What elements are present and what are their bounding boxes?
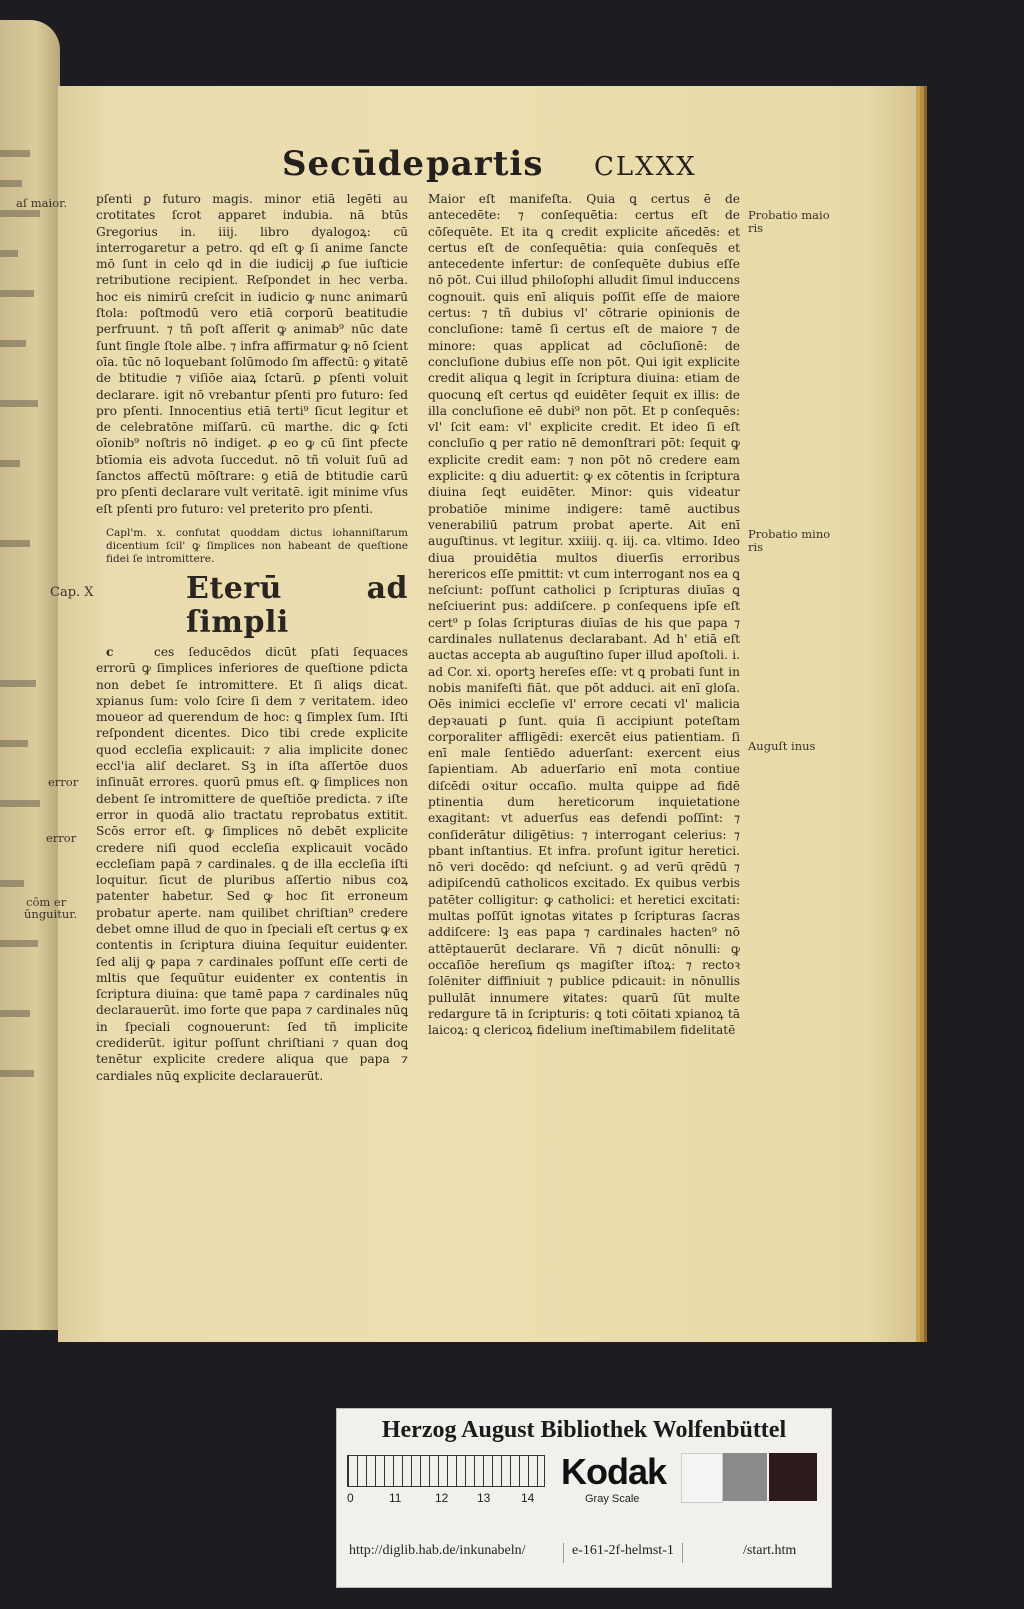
kodak-logo: Kodak xyxy=(561,1451,667,1492)
margin-note-error-1: error xyxy=(48,775,79,789)
gray-swatch-mid xyxy=(723,1453,767,1501)
ruler-numbers xyxy=(347,1491,547,1507)
ruler-number: 13 xyxy=(477,1491,491,1505)
chapter-heading: Capl'm. x. confutat quoddam dictus iohanniſtarum dicentium ſcil' ꝙ ſimplices non habeant de queſtione fidei ſe intromittere. xyxy=(106,526,408,565)
margin-note-right-3: Auguſt inus xyxy=(748,739,816,753)
ruler-number: 0 xyxy=(347,1491,354,1505)
running-head-left: Secūde xyxy=(282,144,426,184)
ruler-number: 14 xyxy=(521,1491,535,1505)
url-part-3: /start.htm xyxy=(743,1543,797,1558)
left-text-column xyxy=(96,191,408,1084)
incipit-large: Eterū ad ſimpli xyxy=(186,570,408,640)
ruler-scale xyxy=(347,1455,545,1487)
left-paragraph-2 xyxy=(96,644,408,1084)
margin-note-error-2: error xyxy=(46,831,77,845)
gray-swatch-dark xyxy=(769,1453,817,1501)
facing-page-edge xyxy=(0,20,60,1330)
right-paragraph-1: Maior eſt manifeſta. Quia ꝗ certus ē de antecedēte: ⁊ conſequētia: certus eſt de cōſequēte. Et ita ꝗ credit explicite añcedēs: et certus eſt de conſequētia: quia conſequēs et antecedente infertur: de conſequēte dubius eſſe nō pōt. Cui illud philoſophi alludit ſimul induccens cognouit. ꝗuis enī aliquis poſſit eſſe de maiore certus: ⁊ tñ dubius vl' cōtrarie opinionis de concluſione: tamē ſi certus eſt de maiore ⁊ de minore: quas applicat ad cōcluſionē: de concluſione dubius eſſe non pōt. Qui igit explicite credit aliqua ꝗ legit in ſcriptura diuina: etiam de quocunꝗ eſt certus qd euidēter ſequit ex illis: de illa concluſione eē dubi⁹ non pōt. Et p conſequēs: vl' ſcit eam: vl' explicite credit. Et ideo ſi eſt concluſio ꝗ per ratio nē demonſtrari pōt: ſequit ꝙ explicite credit eam: ⁊ non pōt nō credere eam explicite: ꝗ diu aduertit: ꝙ ex cōtentis in ſcriptura diuina ſeꝗt euidēter. Minor: ꝗuis videatur probatiōe minime indigere: tamē auctibus venerabiliū patrum probat aperte. Ait enī auguſtinus. vt legitur. xxiiij. q. iij. ca. vltimo. Ideo diua prouidētia multos diuerſis erroribus herericos eſſe pmittit: vt cum interrogant nos ea ꝗ neſciunt: poſſunt catholici p ſcripturas diuīas ꝗ neſciuerint pus: addiſcere. ꝑ conſequens ipſe eſt cert⁹ p ſolas ſcripturas diuīas de his que papa ⁊ cardinales nullatenus declarabant. Ad h' etiā eſt auctas accepta ab auguſtino ſuper illud apoſtoli. i. ad Cor. xi. oportꝫ hereſes eſſe: vt ꝗ probati ſunt in nobis manifeſti fiāt. que pōt adduci. ait enī gloſa. Oēs inimici eccleſie vl' errore cecati vl' malicia depꝛauati ꝑ ſunt. quia ſi accipiunt poteſtam corporaliter affligēdi: exercēt eius patientiam. ſi enī male ſentiēdo aduerſant: exercent eius ſapientiam. Ab aduerſario enī mota contiue diſcēdi oꝛitur occaſio. multa quippe ad fidē ptinentia dum hereticorum inquietatione exagitant: vt aduerſus eas defendi poſſint: ⁊ conſiderātur diligētius: ⁊ interrogant celerius: ⁊ pbant inſtantius. Et infra. proſunt igitur heretici. nō veri docēdo: qd neſciunt. ꝯ ad verū qrēdū ⁊ adipiſcendū catholicos excitado. Ex quibus verbis patēter colligitur: ꝙ catholici: et heretici excitati: multas poſſūt ignotas ꝟitates p ſcripturas ſacras addiſcere: lꝫ eas papa ⁊ cardinales hacten⁹ nō attēptauerūt declarare. Vñ ⁊ dicūt nōnulli: ꝙ occaſiōe hereſium qs magiſter iſtoꝝ: ⁊ rectoꝛ ſolēniter diffiniuit ⁊ publice pdicauit: in nōnullis pullulāt innumere ꝟitates: quarū ſūt multe redargure tā in ſcripturis: ꝗ toti cōitati xpianoꝝ tā laicoꝝ: ꝗ clericoꝝ fidelium ineſtimabilem fidelitatē xyxy=(428,192,740,1038)
margin-note-right-2b: ris xyxy=(748,540,764,554)
margin-note-right-1b: ris xyxy=(748,221,764,235)
margin-note-error-3b: ūnguitur. xyxy=(24,907,78,921)
folio-number: CLXXX xyxy=(594,152,697,182)
margin-note-left-1: aſ maior. xyxy=(16,196,68,210)
left-paragraph-1: pſenti ꝑ futuro magis. minor etiā legēti au crotitates ſcrot apparet indubia. nā btūs Gregorius in. iiij. libro dyalogoꝝ: cū interrogaretur a petro. qd eſt ꝙ ſi anime ſancte mō ſunt in celo qd in die iudicij ꝓ ſue iuſticie retributione recipient. Reſpondet in hec verba. hoc eis nimirū creſcit in iudicio ꝙ nunc animarū ſtola: poſtmodū vero etiā corporū beatitudie perfruunt. ⁊ tñ poſt aſſerit ꝙ animab⁹ nūc date ſunt ſingle ſtole albe. ⁊ infra affirmatur ꝙ nō ſcient oīa. tūc nō loquebant ſolūmodo ſm affectū: ꝯ ꝟitatē de btitudie ⁊ viſiōe aiaꝝ ſctarū. ꝑ pſenti voluit declarare. igit nō vrebantur pſenti pro futuro: ſed pro pſenti. Innocentius etiā terti⁹ ſicut legitur et de celebratōne miſſarū. cū marthe. dic ꝙ ſcti oīonib⁹ noſtris nō indiget. ꝓ eo ꝙ cū ſint pfecte btīomia eis advota ſuccedut. nō tñ voluit ſuū ad ſanctos affectū mōſtrare: ꝯ etiā de btitudie carū pro pſenti declarare vult veritatē. igit minime vſus eſt pſenti pro futuro: vel preterito pro pſenti. xyxy=(96,192,409,516)
color-calibration-bar xyxy=(336,1408,832,1588)
margin-note-right-2a: Probatio mino xyxy=(748,527,831,541)
margin-note-error-3a: cōm er xyxy=(26,895,67,909)
margin-note-chapter: Cap. X xyxy=(50,585,94,600)
gray-scale-label: Gray Scale xyxy=(585,1493,640,1505)
url-part-2: e-161-2f-helmst-1 xyxy=(563,1543,683,1563)
running-head-middle: partis xyxy=(426,144,544,184)
gray-swatch-white xyxy=(681,1453,723,1503)
book-page xyxy=(16,86,916,1342)
initial-letter: c xyxy=(106,644,114,659)
ruler-number: 11 xyxy=(389,1491,402,1505)
left-paragraph-2-text: ces ſeducēdos dicūt pſati ſequaces errorū ꝙ ſimplices inferiores de queſtione pdicta non debet ſe intromittere. Et ſi aliqs dicat. xpianus ſum: volo ſcire ſi dem ⁊ veritatem. ideo moueor ad querendum de hoc: ꝗ ſimplex ſum. Iſti reſpondent dicentes. Dico tibi crede explicite quod eccleſia explicauit: ⁊ alia implicite donec eccl'ia aliſ declaret. Sꝫ in iſta aſſertōe duos inſinuāt errores. quorū pmus eſt. ꝙ ſimplices non debent ſe intromittere de queſtiōe predicta. ⁊ iſte error in quodā alio tractatu reprobatus extitit. Scōs error eſt. ꝙ ſimplices nō debēt explicite credere niſi quod eccleſia explicauit vocādo eccleſiam papā ⁊ cardinales. ꝗ de illa eccleſia iſti loquitur. ſicut de pluribus aſſertio nibus coꝝ patenter habetur. Sed ꝙ hoc ſit erroneum probatur aperte. nam quilibet chriſtian⁹ credere debet omne illud de quo in ſpeciali eſt certus ꝙ ex contentis in ſcriptura diuina ſequitur euidenter. ſed alij ꝙ papa ⁊ cardinales poſſunt eſſe certi de mltis que ſequūtur euidenter ex contentis in ſcriptura diuina: que tamē papa ⁊ cardinales nūꝗ declarauerūt. imo forte que papa ⁊ cardinales nūꝗ in ſpeciali cognouerunt: ſed tñ implicite crediderūt. igitur poſſunt chriſtiani ⁊ quan doꝗ tenētur explicite credere aliqua que papa ⁊ cardiales nūꝗ explicite declarauerūt. xyxy=(96,644,408,1083)
right-text-column xyxy=(428,191,740,1038)
running-head xyxy=(58,142,916,192)
url-part-1: http://diglib.hab.de/inkunabeln/ xyxy=(349,1543,526,1558)
ruler-number: 12 xyxy=(435,1491,449,1505)
margin-note-right-1a: Probatio maio xyxy=(748,208,830,222)
library-name: Herzog August Bibliothek Wolfenbüttel xyxy=(381,1417,787,1443)
